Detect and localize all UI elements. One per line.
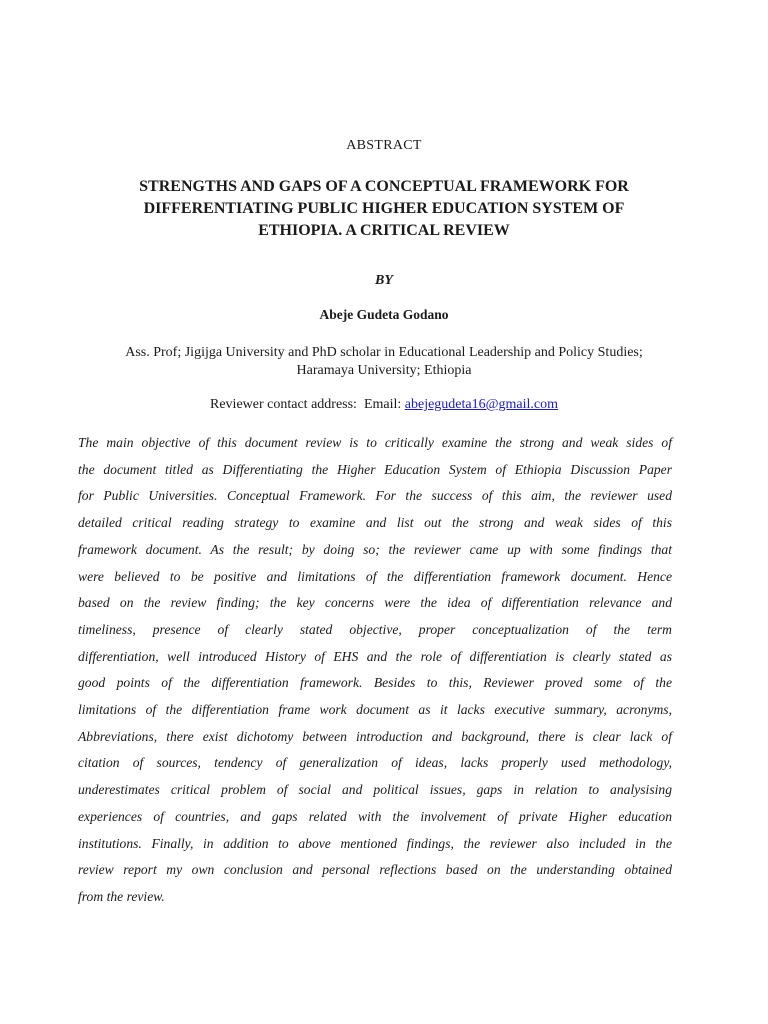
contact-email-link[interactable]: abejegudeta16@gmail.com (404, 397, 558, 412)
abstract-line: framework document. As the result; by doing so; the reviewer came up with some findings that (78, 541, 672, 557)
abstract-line: differentiation, well introduced History of EHS and the role of differentiation is clearly stated as (78, 648, 672, 664)
affiliation-line: Haramaya University; Ethiopia (296, 363, 472, 378)
abstract-line: underestimates critical problem of social and political issues, gaps in relation to analysising (78, 782, 672, 798)
abstract-line: institutions. Finally, in addition to above mentioned findings, the reviewer also included in the (78, 835, 672, 851)
abstract-line: limitations of the differentiation frame work document as it lacks executive summary, acronyms, (78, 702, 672, 718)
contact-prefix: Reviewer contact address: Email: (210, 397, 405, 412)
byline-label: BY (375, 273, 393, 288)
abstract-line: based on the review finding; the key concerns were the idea of differentiation relevance and (78, 595, 672, 611)
abstract-body (78, 430, 672, 911)
abstract-line: detailed critical reading strategy to examine and list out the strong and weak sides of this (78, 515, 672, 531)
abstract-line: experiences of countries, and gaps related with the involvement of private Higher education (78, 808, 672, 824)
abstract-line: the document titled as Differentiating the Higher Education System of Ethiopia Discussion Paper (78, 461, 672, 477)
paper-title (60, 176, 708, 242)
abstract-line: review report my own conclusion and personal reflections based on the understanding obtained (78, 862, 672, 878)
abstract-line: citation of sources, tendency of generalization of ideas, lacks properly used methodology, (78, 755, 672, 771)
abstract-line: timeliness, presence of clearly stated objective, proper conceptualization of the term (78, 621, 672, 637)
paper-title-line: ETHIOPIA. A CRITICAL REVIEW (258, 222, 510, 239)
contact-address (0, 397, 768, 413)
author-name: Abeje Gudeta Godano (319, 307, 449, 322)
abstract-line: were believed to be positive and limitations of the differentiation framework document. Hence (78, 568, 672, 584)
paper-title-line: DIFFERENTIATING PUBLIC HIGHER EDUCATION SYSTEM OF (143, 200, 625, 217)
abstract-label: ABSTRACT (346, 138, 422, 153)
abstract-line: from the review. (78, 888, 165, 904)
author-affiliation (60, 344, 708, 380)
paper-title-line: STRENGTHS AND GAPS OF A CONCEPTUAL FRAMEWORK FOR (139, 178, 629, 195)
abstract-line: The main objective of this document review is to critically examine the strong and weak sides of (78, 435, 672, 450)
abstract-line: Abbreviations, there exist dichotomy between introduction and background, there is clear lack of (78, 728, 672, 744)
affiliation-line: Ass. Prof; Jigijga University and PhD scholar in Educational Leadership and Policy Studies; (125, 345, 643, 360)
abstract-line: for Public Universities. Conceptual Framework. For the success of this aim, the reviewer used (78, 488, 672, 504)
abstract-line: good points of the differentiation framework. Besides to this, Reviewer proved some of the (78, 675, 672, 691)
